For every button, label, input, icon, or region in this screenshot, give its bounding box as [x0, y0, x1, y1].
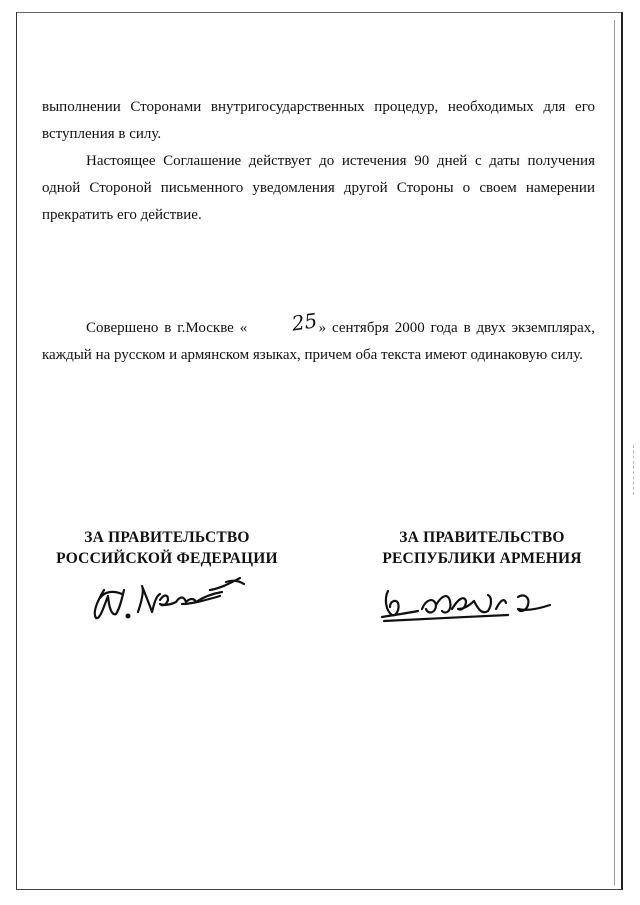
- signing-text-before: Совершено в г.Москве «: [86, 320, 248, 336]
- signature-title-armenia-line1: ЗА ПРАВИТЕЛЬСТВО: [399, 529, 565, 546]
- signature-title-russia-line1: ЗА ПРАВИТЕЛЬСТВО: [84, 529, 250, 546]
- signature-armenia: [378, 575, 568, 635]
- handwritten-day: 25: [290, 308, 319, 336]
- signing-text-after: » сентября 2000 года в двух экземплярах, каждый на русском и армянском языках, причем оба текста имеют одинаковую силу.: [42, 320, 595, 363]
- signature-russia: [82, 560, 262, 630]
- scan-edge-mark: [633, 445, 635, 495]
- paragraph-termination: Настоящее Соглашение действует до истечения 90 дней с даты получения одной Стороной письменного уведомления другой Стороны о своем намерении прекратить его действие.: [42, 153, 595, 223]
- signature-title-russia-line2: РОССИЙСКОЙ ФЕДЕРАЦИИ: [56, 550, 278, 567]
- page-border-inner: [614, 20, 615, 885]
- signature-block-armenia: [362, 527, 602, 569]
- paragraph-signing-place-date: [42, 308, 595, 369]
- paragraph-entry-into-force: выполнении Сторонами внутригосударственных процедур, необходимых для его вступления в силу.: [42, 99, 595, 142]
- signature-title-armenia-line2: РЕСПУБЛИКИ АРМЕНИЯ: [382, 550, 582, 567]
